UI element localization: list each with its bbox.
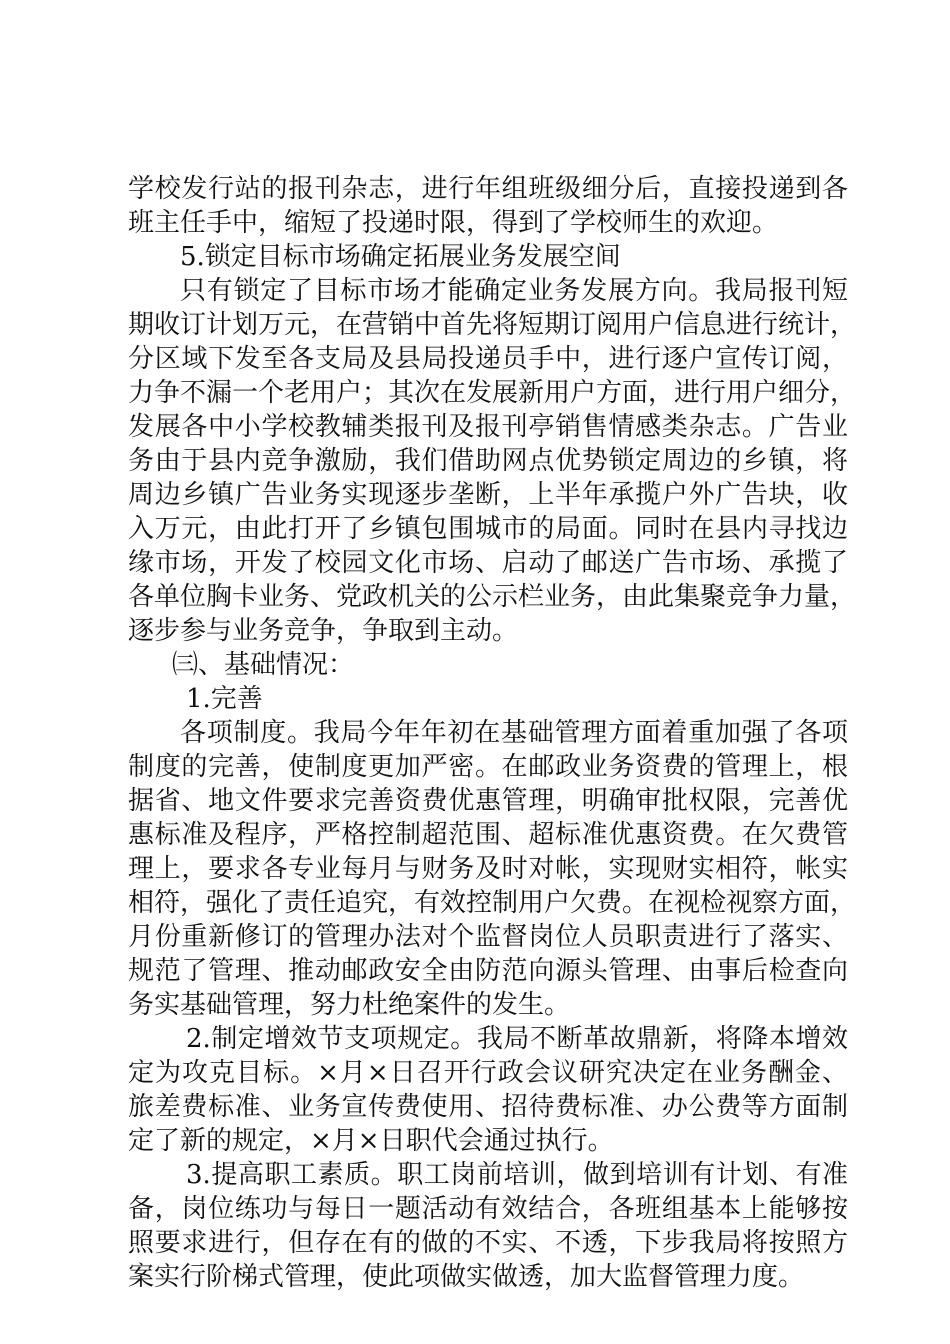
text-line: 相符，强化了责任追究，有效控制用户欠费。在视检视察方面， xyxy=(128,888,857,918)
text-line: 务实基础管理，努力杜绝案件的发生。 xyxy=(128,990,571,1020)
subsection-heading: 1.完善 xyxy=(186,684,263,714)
text-line: 只有锁定了目标市场才能确定业务发展方向。我局报刊短 xyxy=(180,276,848,306)
text-line: 制度的完善，使制度更加严密。在邮政业务资费的管理上，根 xyxy=(128,752,848,782)
text-line: 学校发行站的报刊杂志，进行年组班级细分后，直接投递到各 xyxy=(128,174,848,204)
text-line: 缘市场，开发了校园文化市场、启动了邮送广告市场、承揽了 xyxy=(128,548,848,578)
text-line: 周边乡镇广告业务实现逐步垄断，上半年承揽户外广告块，收 xyxy=(128,480,848,510)
text-line: 据省、地文件要求完善资费优惠管理，明确审批权限，完善优 xyxy=(128,786,848,816)
text-line: 发展各中小学校教辅类报刊及报刊亭销售情感类杂志。广告业 xyxy=(128,412,848,442)
text-line: 务由于县内竞争激励，我们借助网点优势锁定周边的乡镇，将 xyxy=(128,446,848,476)
text-line: 期收订计划万元，在营销中首先将短期订阅用户信息进行统计， xyxy=(128,310,857,340)
text-line: 各项制度。我局今年年初在基础管理方面着重加强了各项 xyxy=(180,718,848,748)
text-line: 班主任手中，缩短了投递时限，得到了学校师生的欢迎。 xyxy=(128,208,779,238)
text-line: 月份重新修订的管理办法对个监督岗位人员职责进行了落实、 xyxy=(128,922,848,952)
text-line: 2.制定增效节支项规定。我局不断革故鼎新，将降本增效 xyxy=(186,1024,848,1054)
text-line: 旅差费标准、业务宣传费使用、招待费标准、办公费等方面制 xyxy=(128,1092,848,1122)
text-line: 理上，要求各专业每月与财务及时对帐，实现财实相符，帐实 xyxy=(128,854,848,884)
text-line: 3.提高职工素质。职工岗前培训，做到培训有计划、有准 xyxy=(186,1160,848,1190)
text-line: 照要求进行，但存在有的做的不实、不透，下步我局将按照方 xyxy=(128,1228,848,1258)
text-line: 分区域下发至各支局及县局投递员手中，进行逐户宣传订阅， xyxy=(128,344,848,374)
text-line: 定了新的规定，×月×日职代会通过执行。 xyxy=(128,1126,614,1156)
text-line: 定为攻克目标。×月×日召开行政会议研究决定在业务酬金、 xyxy=(128,1058,848,1088)
text-line: 备，岗位练功与每日一题活动有效结合，各班组基本上能够按 xyxy=(128,1194,848,1224)
text-line: 逐步参与业务竞争，争取到主动。 xyxy=(128,616,519,646)
section-heading: 5.锁定目标市场确定拓展业务发展空间 xyxy=(180,242,621,272)
text-line: 规范了管理、推动邮政安全由防范向源头管理、由事后检查向 xyxy=(128,956,848,986)
section-heading: ㈢、基础情况： xyxy=(172,650,355,680)
text-line: 案实行阶梯式管理，使此项做实做透，加大监督管理力度。 xyxy=(128,1262,805,1292)
text-line: 力争不漏一个老用户；其次在发展新用户方面，进行用户细分， xyxy=(128,378,857,408)
text-line: 入万元，由此打开了乡镇包围城市的局面。同时在县内寻找边 xyxy=(128,514,848,544)
text-line: 各单位胸卡业务、党政机关的公示栏业务，由此集聚竞争力量， xyxy=(128,582,857,612)
text-line: 惠标准及程序，严格控制超范围、超标准优惠资费。在欠费管 xyxy=(128,820,848,850)
